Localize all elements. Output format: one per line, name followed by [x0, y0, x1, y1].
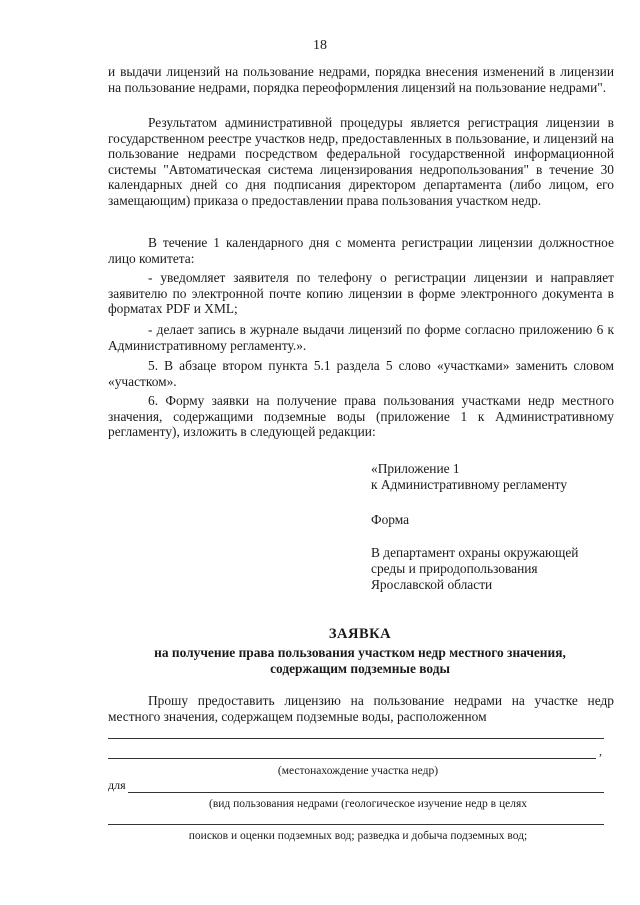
paragraph-within-day: В течение 1 календарного дня с момента регистрации лицензии должностное лицо комитета:: [108, 235, 614, 266]
caption-use-2: поисков и оценки подземных вод; разведка и добыча подземных вод;: [188, 830, 528, 842]
paragraph-continuation: и выдачи лицензий на пользование недрами, порядка внесения изменений в лицензии на пользование недрами, порядка переоформления лицензий на пользование недрами".: [108, 64, 614, 95]
paragraph-journal: - делает запись в журнале выдачи лицензий по форме согласно приложению 6 к Административному регламенту.».: [108, 322, 614, 353]
annex-line-2: к Административному регламенту: [371, 477, 568, 492]
addressee-block: [371, 545, 621, 593]
caption-use-1: (вид пользования недрами (геологическое изучение недр в целях: [209, 798, 527, 810]
caption-location: (местонахождение участка недр): [277, 765, 439, 777]
fill-line-location-1: [108, 738, 604, 739]
addressee-line-3: Ярославской области: [371, 577, 493, 592]
paragraph-notify: - уведомляет заявителя по телефону о регистрации лицензии и направляет заявителю по электронной почте копию лицензии в форме электронного документа в форматах PDF и XML;: [108, 270, 614, 317]
application-subtitle-line-2: содержащим подземные воды: [270, 661, 450, 676]
paragraph-result: Результатом административной процедуры является регистрация лицензии в государственном реестре участков недр, предоставленных в пользование, и лицензий на пользование недрами посредством федеральной государственной информационной системы "Автоматическая система лицензирования недропользования" в течение 30 календарных дней со дня подписания директором департамента (либо лицом, его замещающим) приказа о предоставлении права пользования участком недр.: [108, 115, 614, 208]
annex-line-1: «Приложение 1: [371, 461, 460, 476]
paragraph-request: Прошу предоставить лицензию на пользование недрами на участке недр местного значения, содержащем подземные воды, расположенном: [108, 693, 614, 724]
fill-line-use-1: [128, 792, 604, 793]
application-subtitle-line-1: на получение права пользования участком недр местного значения,: [154, 645, 566, 660]
application-title: ЗАЯВКА: [328, 626, 392, 642]
fill-line-location-2: [108, 758, 596, 759]
form-label: Форма: [371, 512, 410, 527]
annex-heading: [371, 461, 621, 493]
addressee-line-1: В департамент охраны окружающей: [371, 545, 579, 560]
fill-line-use-2: [108, 824, 604, 825]
for-label: для: [108, 778, 126, 792]
trailing-comma: ,: [599, 744, 602, 758]
page-number: 18: [313, 38, 327, 53]
application-subtitle: [100, 645, 620, 677]
addressee-line-2: среды и природопользования: [371, 561, 538, 576]
paragraph-item-5: 5. В абзаце втором пункта 5.1 раздела 5 слово «участками» заменить словом «участком».: [108, 358, 614, 389]
paragraph-item-6: 6. Форму заявки на получение права пользования участками недр местного значения, содержащими подземные воды (приложение 1 к Административному регламенту), изложить в следующей редакции:: [108, 393, 614, 440]
